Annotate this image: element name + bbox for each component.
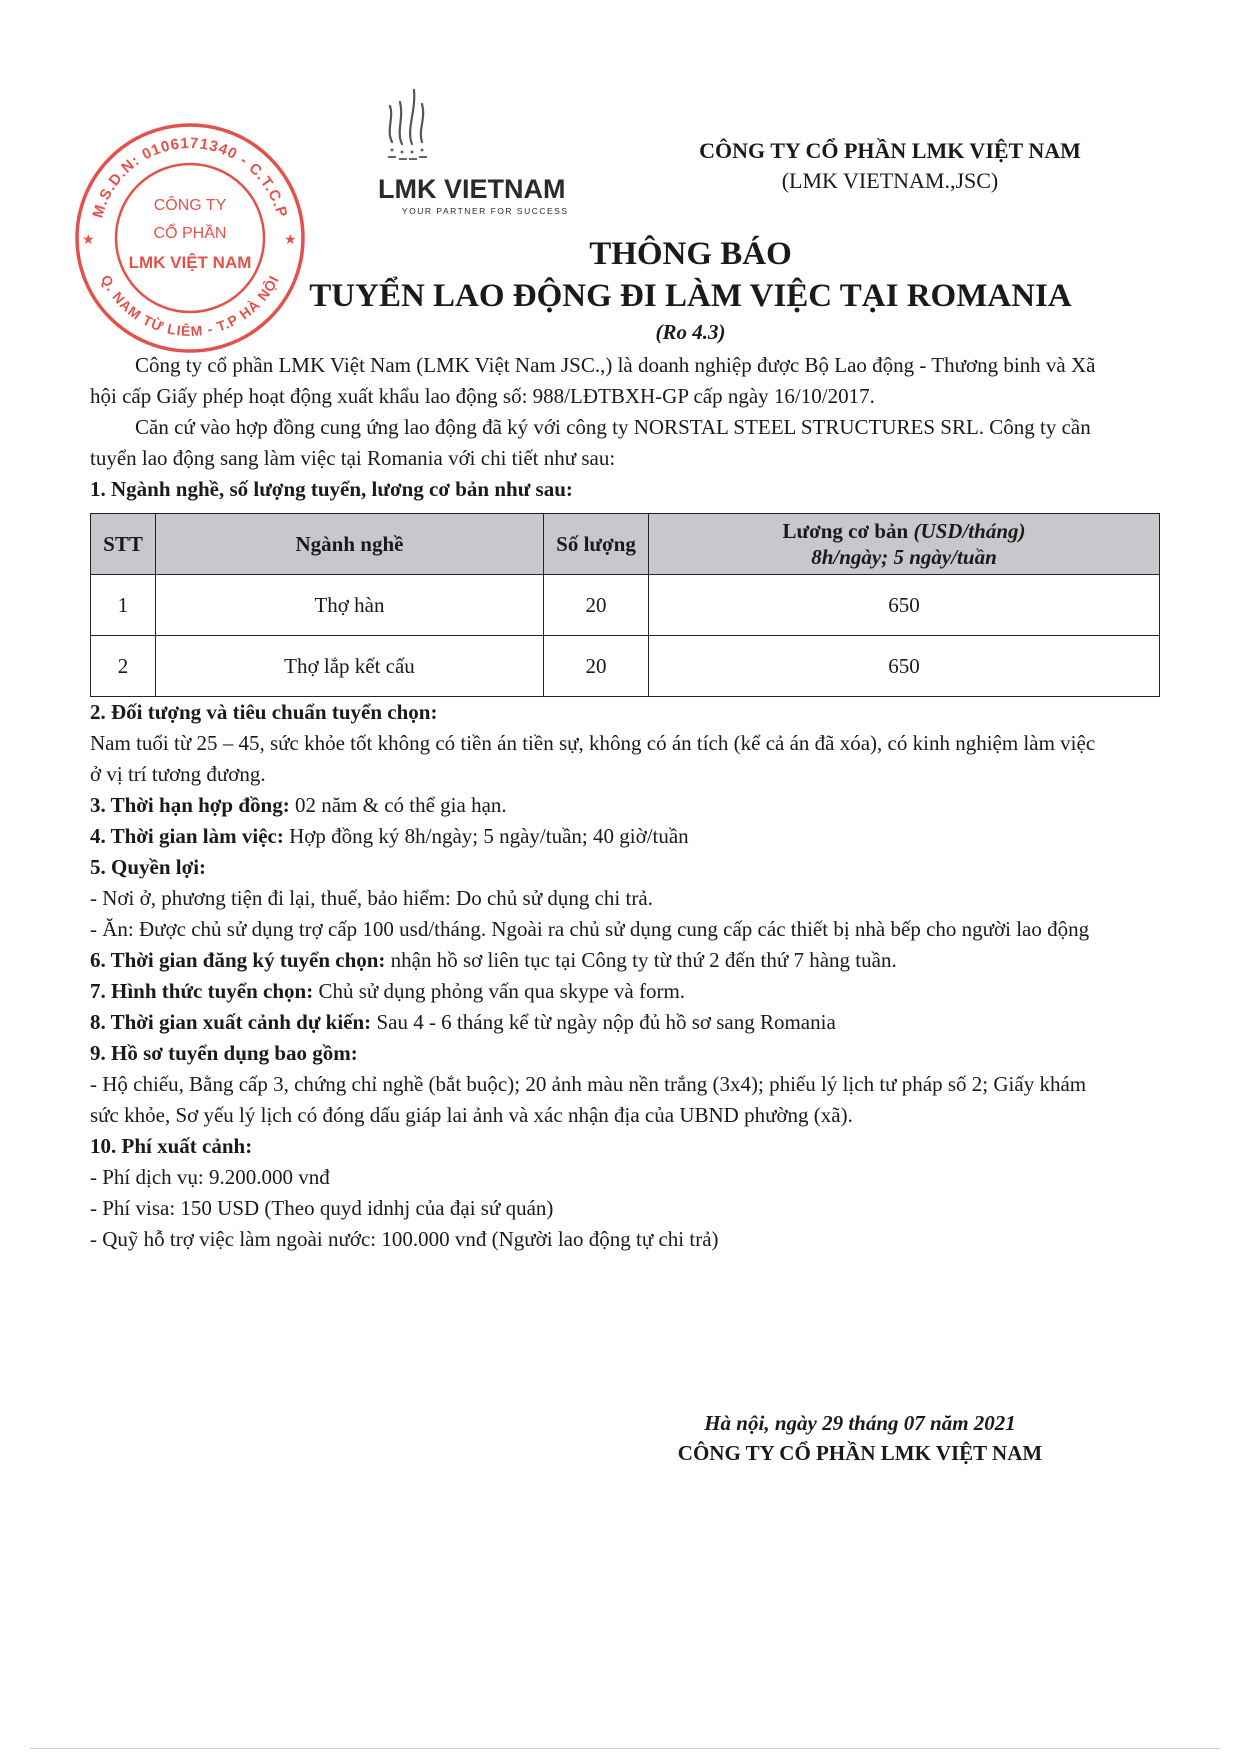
section-10-item-3: - Quỹ hỗ trợ việc làm ngoài nước: 100.000 vnđ (Người lao động tự chi trả) (90, 1227, 719, 1251)
section-4-label: 4. Thời gian làm việc: (90, 824, 284, 848)
company-short-name: (LMK VIETNAM.,JSC) (781, 168, 999, 193)
page-bottom-divider (30, 1748, 1220, 1749)
jobs-table (90, 513, 1160, 697)
svg-text:★: ★ (82, 232, 95, 248)
header-job: Ngành nghề (156, 514, 544, 575)
cell-salary: 650 (649, 636, 1160, 697)
signature-company: CÔNG TY CỔ PHẦN LMK VIỆT NAM (677, 1441, 1043, 1465)
table-row (91, 575, 1160, 636)
cell-salary: 650 (649, 575, 1160, 636)
cell-qty: 20 (544, 575, 649, 636)
section-4 (90, 821, 1110, 852)
section-1-heading: 1. Ngành nghề, số lượng tuyển, lương cơ bản như sau: (90, 477, 573, 501)
stamp-line1: CÔNG TY (153, 197, 227, 214)
section-6 (90, 945, 1110, 976)
cell-qty: 20 (544, 636, 649, 697)
section-10-item-2: - Phí visa: 150 USD (Theo quyd idnhj của đại sứ quán) (90, 1196, 554, 1220)
header-salary-main: Lương cơ bản (782, 519, 914, 543)
section-8-label: 8. Thời gian xuất cảnh dự kiến: (90, 1010, 372, 1034)
company-header (640, 136, 1140, 196)
steam-waves-icon (378, 82, 498, 172)
header-stt: STT (91, 514, 156, 575)
cell-stt: 1 (91, 575, 156, 636)
stamp-bottom-arc: Q. NAM TỪ LIÊM - T.P HÀ NỘI (97, 272, 283, 340)
document-subtitle: TUYỂN LAO ĐỘNG ĐI LÀM VIỆC TẠI ROMANIA (309, 278, 1072, 314)
section-8-text: Sau 4 - 6 tháng kể từ ngày nộp đủ hồ sơ sang Romania (371, 1010, 836, 1034)
cell-job: Thợ lắp kết cấu (156, 636, 544, 697)
header-salary-unit: (USD/tháng) (913, 519, 1026, 543)
section-10-heading: 10. Phí xuất cảnh: (90, 1134, 253, 1158)
logo-tagline: YOUR PARTNER FOR SUCCESS (402, 206, 569, 216)
header-qty: Số lượng (544, 514, 649, 575)
section-5-item-2: - Ăn: Được chủ sử dụng trợ cấp 100 usd/tháng. Ngoài ra chủ sử dụng cung cấp các thiết bị nhà bếp cho người lao động (90, 917, 1090, 941)
section-5-heading: 5. Quyền lợi: (90, 855, 207, 879)
section-10-item-1: - Phí dịch vụ: 9.200.000 vnđ (90, 1165, 330, 1189)
intro-paragraph-1: Công ty cổ phần LMK Việt Nam (LMK Việt Nam JSC.,) là doanh nghiệp được Bộ Lao động - Thương binh và Xã hội cấp Giấy phép hoạt động xuất khẩu lao động số: 988/LĐTBXH-GP cấp ngày 16/10/2017. (90, 353, 1096, 408)
table-header-row (91, 514, 1160, 575)
cell-stt: 2 (91, 636, 156, 697)
company-name: CÔNG TY CỔ PHẦN LMK VIỆT NAM (699, 138, 1081, 163)
section-5-item-1: - Nơi ở, phương tiện đi lại, thuế, bảo hiểm: Do chủ sử dụng chi trả. (90, 886, 653, 910)
section-3 (90, 790, 1110, 821)
section-2-text: Nam tuổi từ 25 – 45, sức khỏe tốt không có tiền án tiền sự, không có án tích (kể cả án đã xóa), có kinh nghiệm làm việc ở vị trí tương đương. (90, 731, 1096, 786)
header-salary (649, 514, 1160, 575)
section-8 (90, 1007, 1110, 1038)
intro-paragraph-2: Căn cứ vào hợp đồng cung ứng lao động đã ký với công ty NORSTAL STEEL STRUCTURES SRL. Công ty cần tuyển lao động sang làm việc tại Romania với chi tiết như sau: (90, 415, 1091, 470)
stamp-line3: LMK VIỆT NAM (128, 253, 252, 272)
document-code: (Ro 4.3) (655, 320, 726, 344)
logo-name: LMK VIETNAM (378, 174, 566, 204)
section-4-text: Hợp đồng ký 8h/ngày; 5 ngày/tuần; 40 giờ/tuần (283, 824, 689, 848)
section-2-heading: 2. Đối tượng và tiêu chuẩn tuyển chọn: (90, 700, 438, 724)
signature-block (620, 1408, 1100, 1468)
section-7-label: 7. Hình thức tuyển chọn: (90, 979, 314, 1003)
section-9-heading: 9. Hồ sơ tuyển dụng bao gồm: (90, 1041, 358, 1065)
section-9-text: - Hộ chiếu, Bằng cấp 3, chứng chỉ nghề (bắt buộc); 20 ảnh màu nền trắng (3x4); phiếu lý lịch tư pháp số 2; Giấy khám sức khỏe, Sơ yếu lý lịch có đóng dấu giáp lai ảnh và xác nhận địa của UBND phường (xã). (90, 1072, 1087, 1127)
table-row (91, 636, 1160, 697)
company-logo (378, 82, 569, 217)
section-6-label: 6. Thời gian đăng ký tuyển chọn: (90, 948, 386, 972)
cell-job: Thợ hàn (156, 575, 544, 636)
document-title: THÔNG BÁO (589, 236, 792, 272)
stamp-line2: CỔ PHẦN (153, 225, 227, 242)
section-7-text: Chủ sử dụng phỏng vấn qua skype và form. (313, 979, 686, 1003)
section-6-text: nhận hồ sơ liên tục tại Công ty từ thứ 2 đến thứ 7 hàng tuần. (385, 948, 897, 972)
stamp-top-arc: M.S.D.N: 0106171340 - C.T.C.P (89, 134, 291, 220)
signature-date: Hà nội, ngày 29 tháng 07 năm 2021 (704, 1411, 1016, 1435)
document-body (90, 350, 1110, 1255)
header-salary-sub: 8h/ngày; 5 ngày/tuần (811, 545, 997, 569)
section-3-label: 3. Thời hạn hợp đồng: (90, 793, 290, 817)
section-3-text: 02 năm & có thể gia hạn. (289, 793, 507, 817)
section-7 (90, 976, 1110, 1007)
svg-text:★: ★ (284, 232, 297, 248)
